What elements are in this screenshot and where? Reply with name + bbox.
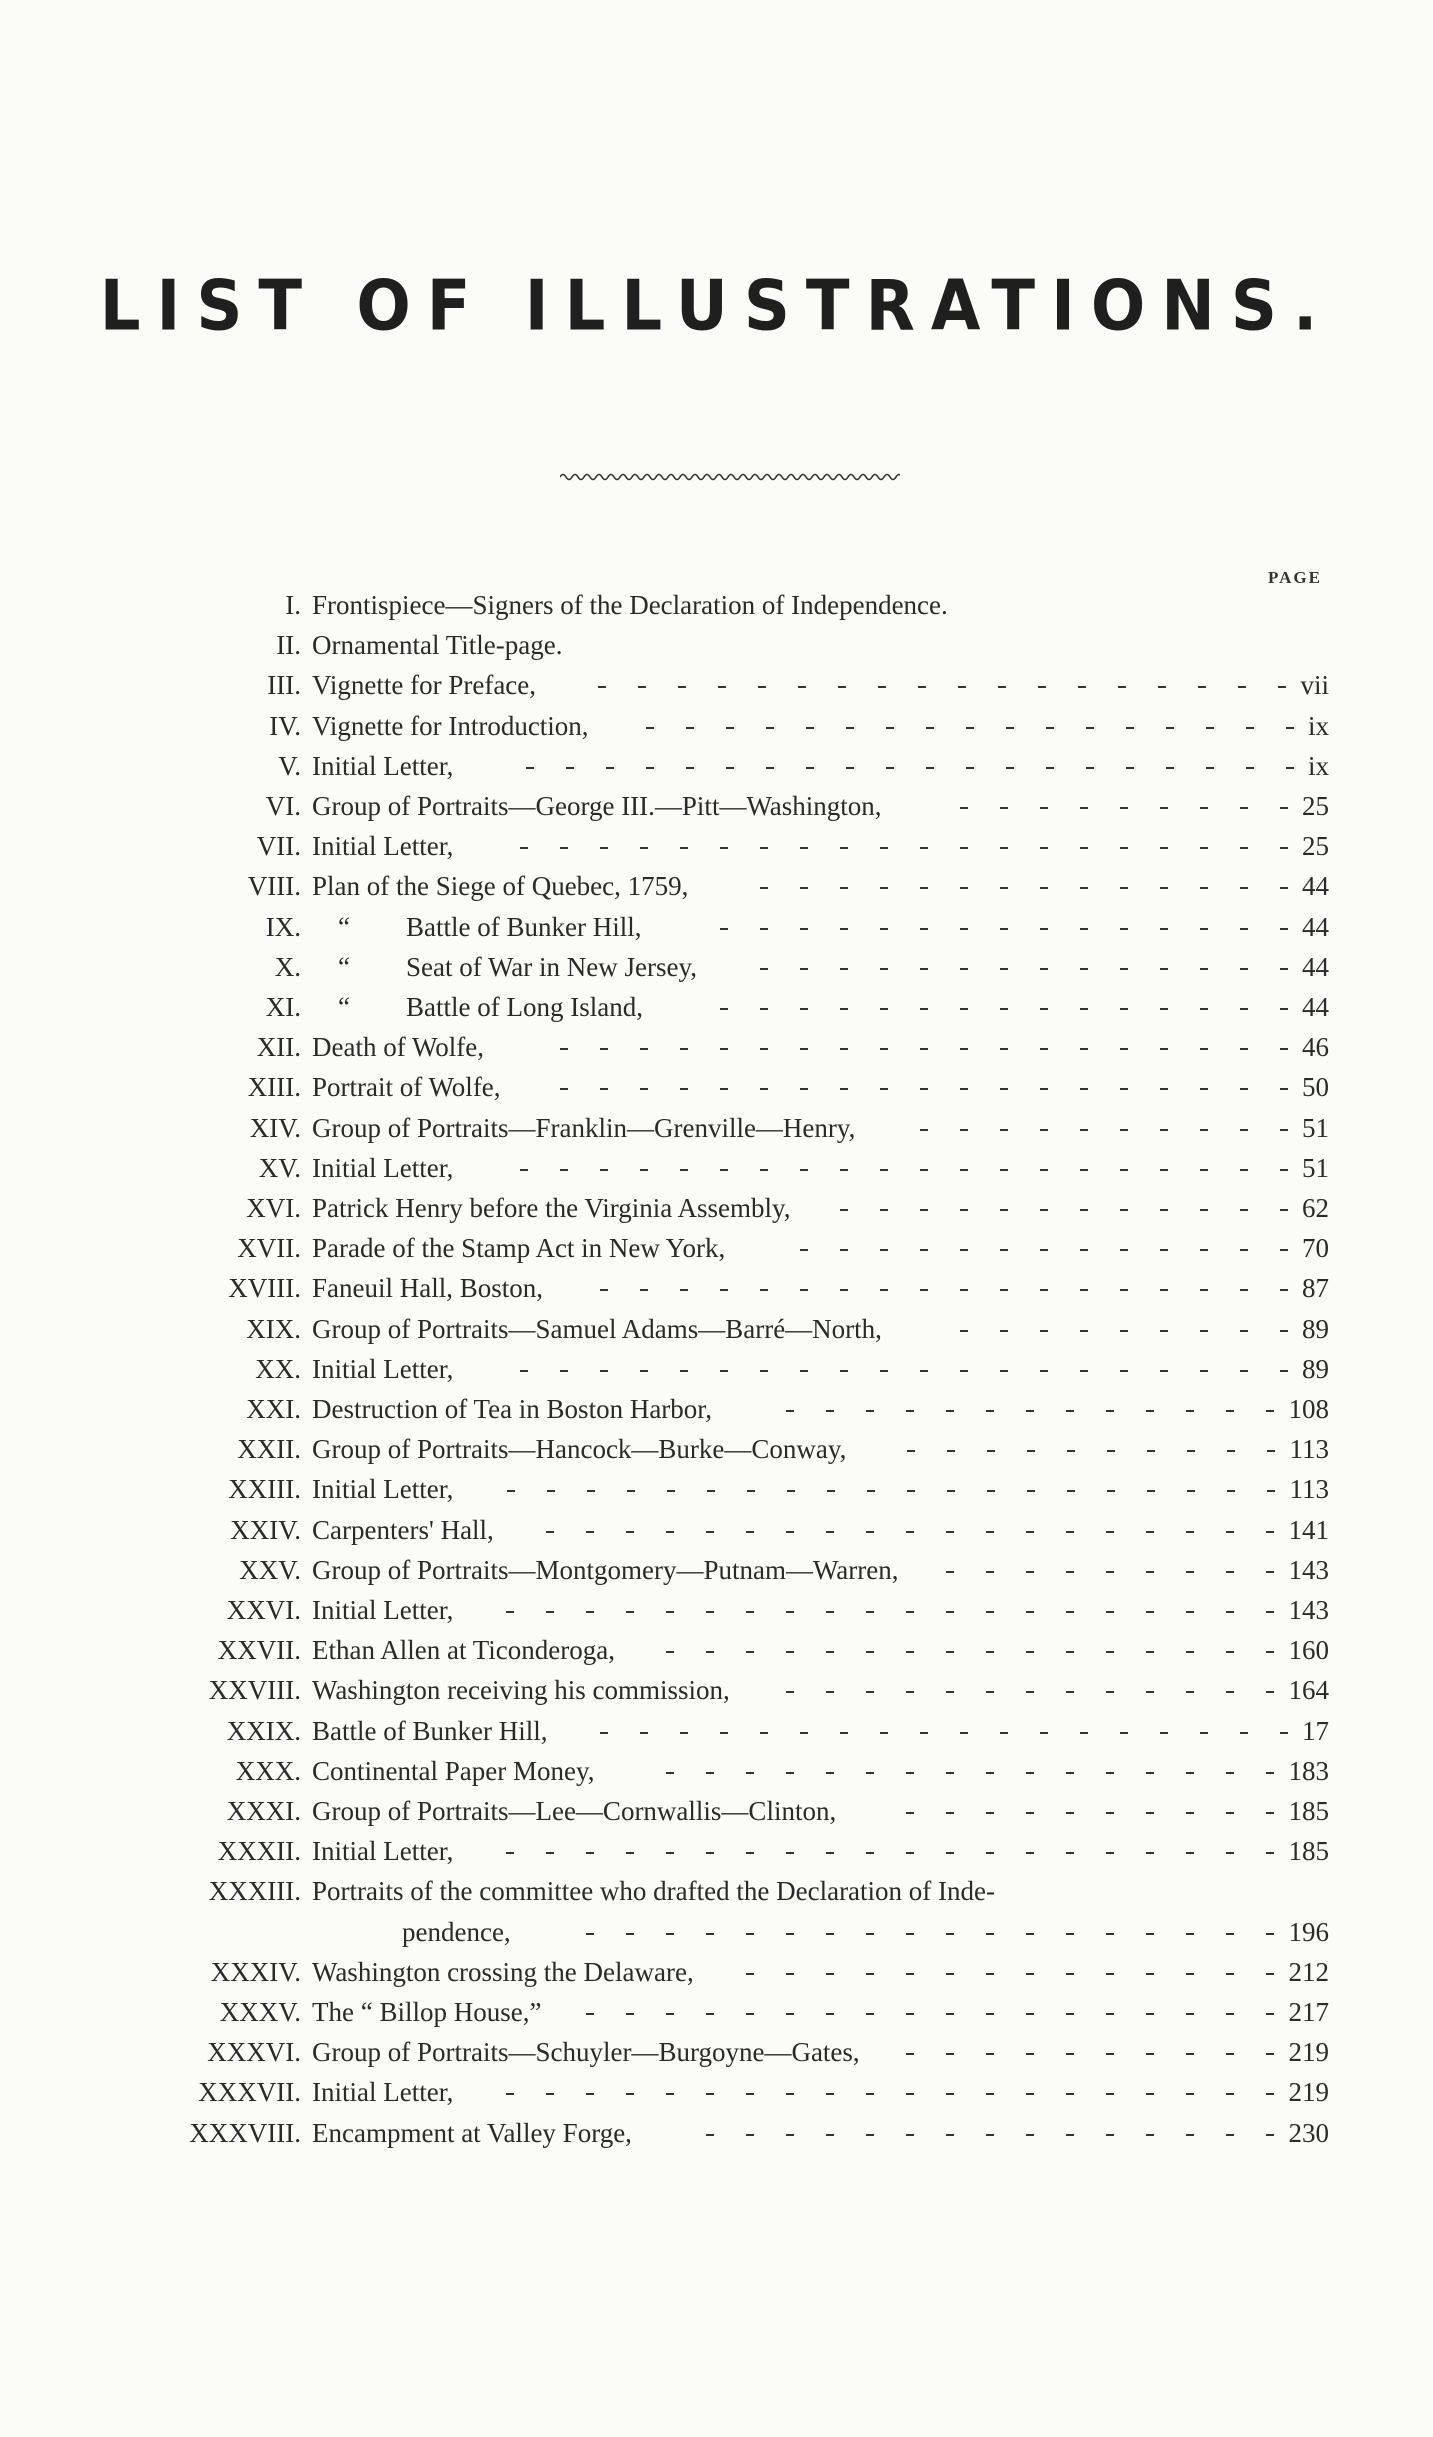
plate-number: XXII. <box>237 1434 301 1465</box>
list-item <box>0 1550 1433 1590</box>
illustration-title: Washington crossing the Delaware, <box>312 1956 694 1987</box>
list-item <box>0 585 1433 625</box>
illustration-title: Group of Portraits—Samuel Adams—Barré—North, <box>312 1313 882 1344</box>
page-number: 51 <box>1302 1112 1329 1143</box>
illustration-title <box>312 907 641 947</box>
page-number: 183 <box>1288 1755 1329 1786</box>
list-item <box>0 1148 1433 1188</box>
plate-number: XXVII. <box>217 1635 301 1666</box>
list-item <box>0 1108 1433 1148</box>
list-item <box>0 625 1433 665</box>
plate-number: XXXVIII. <box>189 2117 301 2148</box>
list-item <box>0 1067 1433 1107</box>
list-item <box>0 665 1433 705</box>
illustration-title: Initial Letter, <box>312 1353 454 1384</box>
plate-number: XXX. <box>235 1755 301 1786</box>
ditto-mark: “ <box>338 911 350 942</box>
list-item <box>0 786 1433 826</box>
illustration-title: Group of Portraits—Franklin—Grenville—Henry, <box>312 1112 856 1143</box>
illustration-title: Initial Letter, <box>312 2077 454 2108</box>
plate-number: XV. <box>258 1152 301 1183</box>
page-number: vii <box>1300 670 1329 701</box>
plate-number: X. <box>274 951 301 982</box>
page-number: 160 <box>1288 1635 1329 1666</box>
page-number: 217 <box>1288 1997 1329 2027</box>
plate-number: XXXII. <box>217 1836 301 1867</box>
illustration-title: Initial Letter, <box>312 750 454 781</box>
illustration-title: Initial Letter, <box>312 1595 454 1625</box>
list-item <box>0 706 1433 746</box>
page-number: 219 <box>1288 2037 1329 2068</box>
illustration-title-text: Seat of War in New Jersey, <box>406 951 697 982</box>
plate-number: VI. <box>265 791 301 821</box>
plate-number: XIV. <box>249 1112 301 1143</box>
plate-number: XIX. <box>246 1313 301 1344</box>
illustration-title: Faneuil Hall, Boston, <box>312 1273 543 1304</box>
illustration-title: Initial Letter, <box>312 1152 454 1183</box>
plate-number: XXVI. <box>226 1595 301 1625</box>
illustration-title: Group of Portraits—George III.—Pitt—Washington, <box>312 791 882 821</box>
page-number: 25 <box>1302 791 1329 821</box>
illustration-title: Parade of the Stamp Act in New York, <box>312 1233 726 1264</box>
list-item <box>0 1912 1433 1952</box>
plate-number: XXIII. <box>228 1474 301 1505</box>
plate-number: XVI. <box>246 1193 301 1223</box>
plate-number: IV. <box>269 710 301 741</box>
illustration-title-text: Battle of Bunker Hill, <box>406 911 642 942</box>
illustration-title: Initial Letter, <box>312 1836 454 1867</box>
illustration-title: Carpenters' Hall, <box>312 1514 494 1545</box>
page-number: 44 <box>1302 911 1329 942</box>
illustration-title <box>312 947 697 987</box>
list-item <box>0 866 1433 906</box>
list-item <box>0 1590 1433 1630</box>
page-number: 113 <box>1289 1474 1329 1505</box>
page-number: 25 <box>1302 831 1329 862</box>
page-number: 212 <box>1288 1956 1329 1987</box>
page-number: 44 <box>1302 992 1329 1022</box>
page-number: ix <box>1307 710 1329 741</box>
illustration-title: Destruction of Tea in Boston Harbor, <box>312 1394 712 1424</box>
illustration-title: Patrick Henry before the Virginia Assembly, <box>312 1193 791 1223</box>
illustration-title: Battle of Bunker Hill, <box>312 1715 548 1746</box>
page-number: ix <box>1307 750 1329 781</box>
plate-number: II. <box>276 630 301 661</box>
illustration-title <box>312 987 643 1027</box>
plate-number: XXXVII. <box>198 2077 301 2108</box>
list-item <box>0 1952 1433 1992</box>
illustration-title: Portraits of the committee who drafted the Declaration of Inde- <box>312 1876 996 1907</box>
page-number: 44 <box>1302 951 1329 982</box>
list-item <box>0 1510 1433 1550</box>
plate-number: V. <box>278 750 301 781</box>
page-number: 17 <box>1302 1715 1329 1746</box>
page-number: 185 <box>1288 1796 1329 1826</box>
list-item <box>0 1469 1433 1509</box>
plate-number: XXXIII. <box>208 1876 301 1907</box>
illustration-title: Frontispiece—Signers of the Declaration of Independence. <box>312 590 948 620</box>
list-item <box>0 1670 1433 1710</box>
page-number: 185 <box>1288 1836 1329 1867</box>
illustration-title: Vignette for Preface, <box>312 670 537 701</box>
illustration-title: Group of Portraits—Schuyler—Burgoyne—Gates, <box>312 2037 860 2068</box>
page-number: 50 <box>1302 1072 1329 1103</box>
plate-number: I. <box>285 590 301 620</box>
plate-number: XXXIV. <box>210 1956 301 1987</box>
illustration-title: Initial Letter, <box>312 831 454 862</box>
plate-number: XVIII. <box>228 1273 301 1304</box>
list-item <box>0 1831 1433 1871</box>
ditto-mark: “ <box>338 992 350 1022</box>
illustration-title: Death of Wolfe, <box>312 1032 485 1063</box>
page-number: 113 <box>1289 1434 1329 1465</box>
list-item <box>0 1228 1433 1268</box>
plate-number: XXXVI. <box>207 2037 301 2068</box>
illustration-title: Continental Paper Money, <box>312 1755 595 1786</box>
plate-number: XXI. <box>246 1394 301 1424</box>
illustration-title: pendence, <box>402 1916 511 1947</box>
page-number: 196 <box>1288 1916 1329 1947</box>
list-item <box>0 1268 1433 1308</box>
list-item <box>0 1630 1433 1670</box>
illustration-title: Group of Portraits—Montgomery—Putnam—Warren, <box>312 1554 899 1585</box>
page-number: 108 <box>1288 1394 1329 1424</box>
plate-number: XVII. <box>237 1233 301 1264</box>
illustration-title: Initial Letter, <box>312 1474 454 1505</box>
page-column-header: PAGE <box>1268 568 1322 587</box>
plate-number: IX. <box>265 911 301 942</box>
plate-number: XXXI. <box>226 1796 301 1826</box>
list-item <box>0 1309 1433 1349</box>
list-item <box>0 826 1433 866</box>
plate-number: XXIV. <box>230 1514 301 1545</box>
page-number: 219 <box>1288 2077 1329 2108</box>
illustration-title: Group of Portraits—Hancock—Burke—Conway, <box>312 1434 847 1465</box>
illustration-title: Plan of the Siege of Quebec, 1759, <box>312 871 689 902</box>
page-number: 141 <box>1288 1514 1329 1545</box>
list-item <box>0 1429 1433 1469</box>
list-item <box>0 746 1433 786</box>
plate-number: III. <box>267 670 301 701</box>
page-number: 230 <box>1288 2117 1329 2148</box>
list-item <box>0 1389 1433 1429</box>
illustration-title: Portrait of Wolfe, <box>312 1072 501 1103</box>
illustration-title: Vignette for Introduction, <box>312 710 589 741</box>
illustration-title: Encampment at Valley Forge, <box>312 2117 632 2148</box>
illustration-title: Ornamental Title-page. <box>312 630 563 661</box>
plate-number: XXIX. <box>226 1715 301 1746</box>
page-number: 70 <box>1302 1233 1329 1264</box>
list-item <box>0 1027 1433 1067</box>
illustration-title: Washington receiving his commission, <box>312 1675 730 1706</box>
wavy-rule-ornament <box>560 470 900 484</box>
list-item <box>0 1349 1433 1389</box>
list-item <box>0 1992 1433 2032</box>
plate-number: VIII. <box>247 871 301 902</box>
plate-number: XXVIII. <box>208 1675 301 1706</box>
page-number: 44 <box>1302 871 1329 902</box>
list-item <box>0 987 1433 1027</box>
page-number: 164 <box>1288 1675 1329 1706</box>
illustration-title: Group of Portraits—Lee—Cornwallis—Clinton, <box>312 1796 837 1826</box>
page-number: 89 <box>1302 1353 1329 1384</box>
plate-number: XXV. <box>239 1554 301 1585</box>
list-item <box>0 2032 1433 2072</box>
illustration-title: Ethan Allen at Ticonderoga, <box>312 1635 615 1666</box>
list-item <box>0 1711 1433 1751</box>
plate-number: XI. <box>265 992 301 1022</box>
page-title: LIST OF ILLUSTRATIONS. <box>99 267 1334 347</box>
plate-number: XXXV. <box>219 1997 301 2027</box>
ditto-mark: “ <box>338 951 350 982</box>
page-number: 51 <box>1302 1152 1329 1183</box>
plate-number: XII. <box>256 1032 301 1063</box>
list-item <box>0 1751 1433 1791</box>
list-item <box>0 1791 1433 1831</box>
page-number: 62 <box>1302 1193 1329 1223</box>
plate-number: XIII. <box>247 1072 301 1103</box>
list-item <box>0 907 1433 947</box>
list-item <box>0 947 1433 987</box>
page-number: 143 <box>1288 1595 1329 1625</box>
list-item <box>0 1871 1433 1911</box>
list-item <box>0 2072 1433 2112</box>
list-item <box>0 1188 1433 1228</box>
page-number: 46 <box>1302 1032 1329 1063</box>
illustration-title: The “ Billop House,” <box>312 1997 542 2027</box>
page-number: 143 <box>1288 1554 1329 1585</box>
list-item <box>0 2113 1433 2153</box>
plate-number: VII. <box>256 831 301 862</box>
illustration-title-text: Battle of Long Island, <box>406 992 643 1022</box>
page-number: 89 <box>1302 1313 1329 1344</box>
page-number: 87 <box>1302 1273 1329 1304</box>
plate-number: XX. <box>255 1353 301 1384</box>
